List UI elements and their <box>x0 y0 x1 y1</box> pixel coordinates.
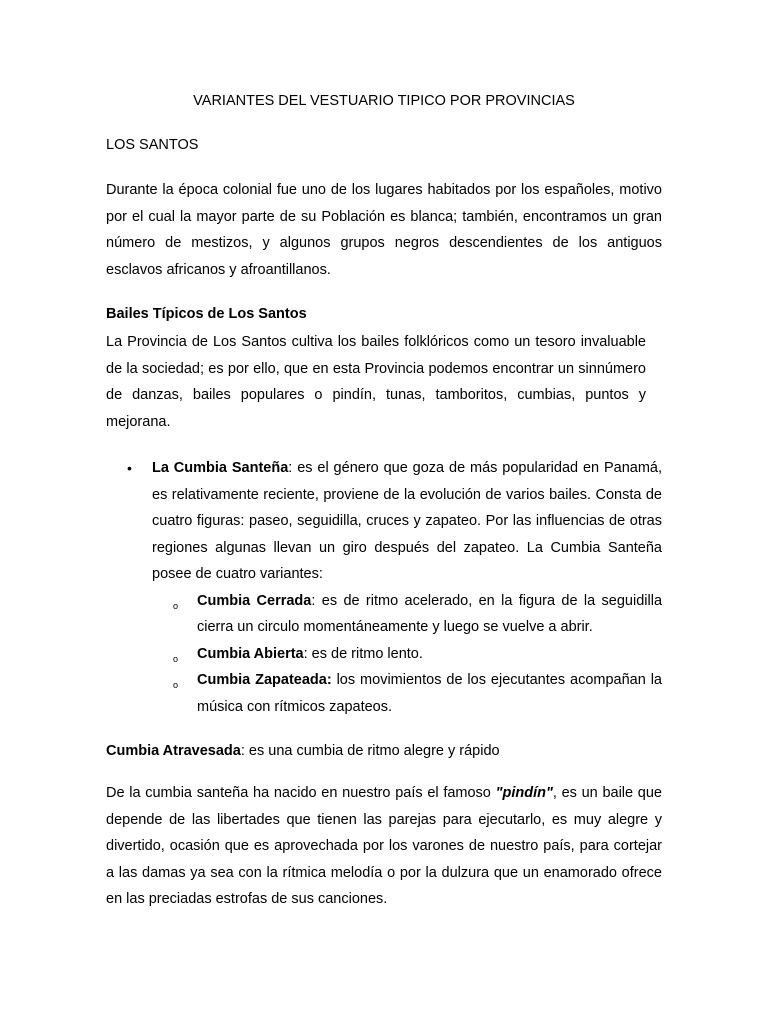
atravesada-term: Cumbia Atravesada <box>106 743 241 759</box>
bullet-marker: • <box>127 460 132 476</box>
sub-marker: o <box>173 653 179 664</box>
bullet-item-cumbia-santena <box>106 455 662 588</box>
closing-paragraph <box>106 780 662 913</box>
closing-after: , es un baile que depende de las libertades que tienen las parejas para ejecutarlo, es muy alegre y divertido, ocasión que es aprovechada por los varones de nuestro país, para cortejar a las damas ya sea con la rítmica melodía o por la dulzura que un enamorado ofrece en las preciadas estrofas de sus canciones. <box>106 785 662 907</box>
closing-before: De la cumbia santeña ha nacido en nuestro país el famoso <box>106 785 496 801</box>
section-heading-los-santos: LOS SANTOS <box>106 137 199 153</box>
sub-item-description: : es de ritmo acelerado, en la figura de la seguidilla cierra un circulo momentáneamente y luego se vuelve a abrir. <box>197 592 663 635</box>
sub-item-cumbia-cerrada <box>106 588 662 641</box>
sub-item-description: : es de ritmo lento. <box>303 645 423 662</box>
sub-marker: o <box>173 600 179 611</box>
intro-paragraph: Durante la época colonial fue uno de los lugares habitados por los españoles, motivo por el cual la mayor parte de su Población es blanca; también, encontramos un gran número de mestizos, y algunos grupos negros descendientes de los antiguos esclavos africanos y afroantillanos. <box>106 182 662 278</box>
bullet-list <box>106 455 662 720</box>
bailes-heading: Bailes Típicos de Los Santos <box>106 306 307 322</box>
bullet-text <box>152 455 662 588</box>
sub-item-text <box>197 588 662 641</box>
sub-item-text <box>197 667 662 720</box>
cumbia-atravesada-line <box>106 741 500 761</box>
bullet-term: La Cumbia Santeña <box>152 460 289 476</box>
sub-item-cumbia-abierta <box>106 641 662 668</box>
document-title: VARIANTES DEL VESTUARIO TIPICO POR PROVINCIAS <box>193 93 575 109</box>
sub-list <box>106 588 662 721</box>
sub-item-description: los movimientos de los ejecutantes acompañan la música con rítmicos zapateos. <box>197 672 662 715</box>
sub-item-text <box>197 641 662 668</box>
bailes-paragraph: La Provincia de Los Santos cultiva los bailes folklóricos como un tesoro invaluable de la sociedad; es por ello, que en esta Provincia podemos encontrar un sinnúmero de danzas, bailes populares o pindín, tunas, tamboritos, cumbias, puntos y mejorana. <box>106 334 646 430</box>
bullet-description: : es el género que goza de más popularidad en Panamá, es relativamente reciente, proviene de la evolución de varios bailes. Consta de cuatro figuras: paseo, seguidilla, cruces y zapateo. Por las influencias de otras regiones algunas llevan un giro después del zapateo. La Cumbia Santeña posee de cuatro variantes: <box>152 460 663 582</box>
sub-item-term: Cumbia Zapateada: <box>197 672 332 688</box>
sub-item-cumbia-zapateada <box>106 667 662 720</box>
sub-marker: o <box>173 680 179 690</box>
sub-item-term: Cumbia Cerrada <box>197 592 312 609</box>
pindin-emphasis: "pindín" <box>495 785 553 801</box>
atravesada-description: : es una cumbia de ritmo alegre y rápido <box>240 743 500 759</box>
sub-item-term: Cumbia Abierta <box>197 645 304 662</box>
